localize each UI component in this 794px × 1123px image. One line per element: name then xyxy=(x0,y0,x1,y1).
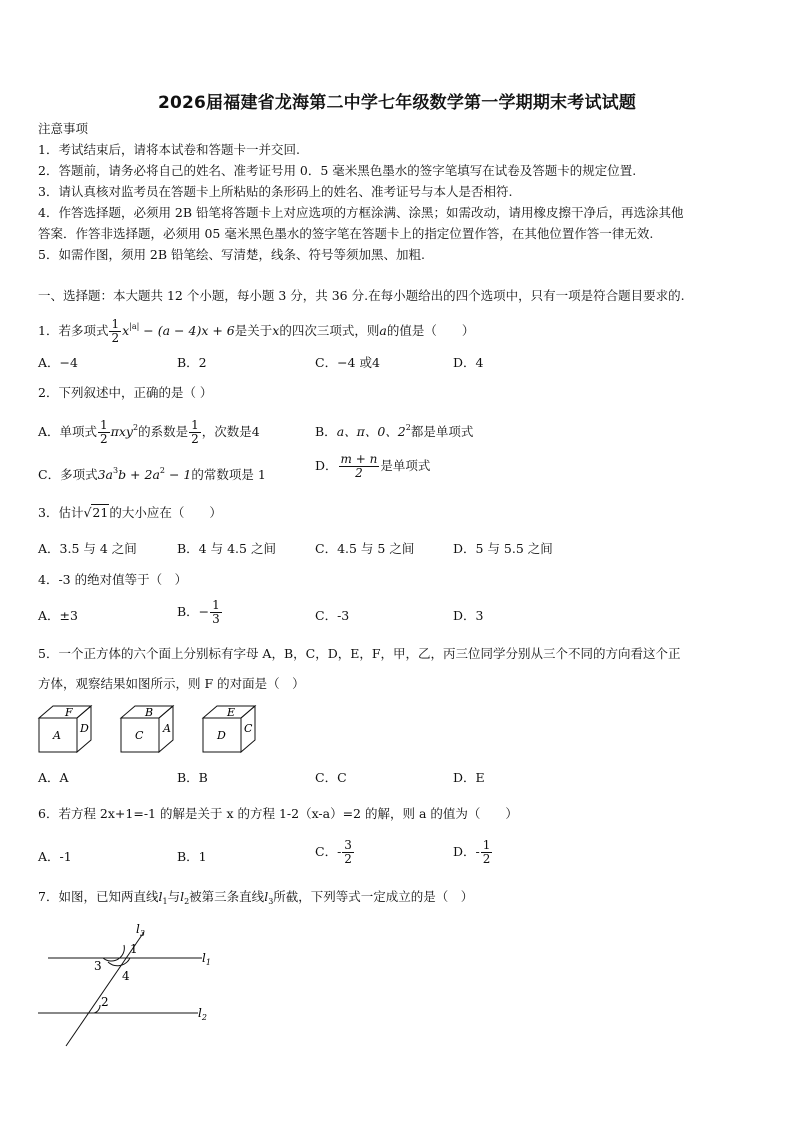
math-expr: πxy xyxy=(110,424,133,439)
cube-front-label: C xyxy=(135,729,144,742)
question-2: 2．下列叙述中，正确的是（ ） xyxy=(38,385,213,400)
option-label: D．- xyxy=(453,844,480,859)
question-1 xyxy=(38,313,474,345)
option-c: C．C xyxy=(315,770,347,785)
math-expr: a、π、0、2 xyxy=(336,424,406,439)
exponent: 2 xyxy=(405,423,411,432)
option-d xyxy=(453,838,493,866)
cube-side-label: A xyxy=(163,722,171,735)
option-d: D．3 xyxy=(453,608,484,623)
fraction: $\frac{m + n}{2}$ xyxy=(340,452,378,480)
option-d xyxy=(315,452,430,480)
angle-label-2: 2 xyxy=(101,995,109,1009)
math-expr: − 1 xyxy=(165,467,192,482)
option-c: C．4.5 与 5 之间 xyxy=(315,541,415,556)
notice-item: 3．请认真核对监考员在答题卡上所粘贴的条形码上的姓名、准考证号与本人是否相符. xyxy=(38,184,513,199)
math-var: x xyxy=(272,323,280,338)
exponent: 2 xyxy=(133,423,139,432)
cube-figure-3 xyxy=(201,702,261,754)
question-7 xyxy=(38,889,473,910)
option-a xyxy=(38,414,260,446)
subscript: 2 xyxy=(184,897,190,906)
angle-arc xyxy=(94,1005,100,1013)
line-symbol: l xyxy=(158,889,163,904)
option-d: D．E xyxy=(453,770,485,785)
page-title: 2026届福建省龙海第二中学七年级数学第一学期期末考试试题 xyxy=(157,93,637,113)
q3-text: 3．估计 xyxy=(38,505,84,520)
option-b: B．4 与 4.5 之间 xyxy=(177,541,276,556)
option-b xyxy=(315,420,473,440)
label-l2: $l_2$ xyxy=(198,1006,207,1022)
q7-text: 被第三条直线 xyxy=(189,889,265,904)
option-b xyxy=(177,598,223,626)
subscript: 1 xyxy=(162,897,168,906)
cube-side-label: D xyxy=(80,722,89,735)
q1-text: 是关于 xyxy=(234,323,273,338)
q1-text: 的四次三项式，则 xyxy=(279,323,380,338)
sqrt-sign: √ xyxy=(83,505,92,520)
option-text: 是单项式 xyxy=(380,458,431,473)
question-4: 4．-3 的绝对值等于（ ） xyxy=(38,572,188,587)
q1-text: 的值是（ ） xyxy=(386,323,475,338)
exponent: 3 xyxy=(112,466,119,475)
notice-item: 答案．作答非选择题，必须用 05 毫米黑色墨水的签字笔在答题卡上的指定位置作答，在其他位置作答一律无效. xyxy=(38,226,654,241)
cube-top-label: F xyxy=(65,706,73,719)
transversal-diagram xyxy=(36,918,216,1048)
notice-item: 1．考试结束后，请将本试卷和答题卡一并交回. xyxy=(38,142,300,157)
question-6: 6．若方程 2x+1=-1 的解是关于 x 的方程 1-2（x-a）=2 的解，则 a 的值为（ ） xyxy=(38,806,518,821)
option-text: 的常数项是 1 xyxy=(191,467,266,482)
option-b: B．2 xyxy=(177,355,207,370)
cube-figure-2 xyxy=(119,702,179,754)
label-l3: $l_3$ xyxy=(136,922,145,938)
angle-label-4: 4 xyxy=(122,969,130,983)
option-a: A．3.5 与 4 之间 xyxy=(38,541,137,556)
subscript: 3 xyxy=(268,897,274,906)
option-label: D． xyxy=(315,458,338,473)
option-c: C．−4 或4 xyxy=(315,355,380,370)
q7-text: 7．如图，已知两直线 xyxy=(38,889,159,904)
notice-item: 5．如需作图，须用 2B 铅笔绘、写清楚，线条、符号等须加黑、加粗. xyxy=(38,247,426,262)
option-text: ，次数是4 xyxy=(201,424,260,439)
option-c xyxy=(315,838,355,866)
fraction: $\frac{1}{2}$ xyxy=(100,418,108,446)
angle-label-3: 3 xyxy=(94,959,102,973)
question-5-line1: 5．一个正方体的六个面上分别标有字母 A，B，C，D，E，F，甲，乙，丙三位同学分别从三个不同的方向看这个正 xyxy=(38,646,681,661)
option-b: B．B xyxy=(177,770,208,785)
option-label: B． xyxy=(315,424,337,439)
option-label: B．− xyxy=(177,604,210,619)
math-expr: x xyxy=(122,323,130,338)
option-label: C．- xyxy=(315,844,342,859)
option-d: D．4 xyxy=(453,355,484,370)
exponent: |a| xyxy=(129,322,140,331)
option-text: 的系数是 xyxy=(138,424,189,439)
cube-side-label: C xyxy=(244,722,253,735)
option-label: C．多项式 xyxy=(38,467,98,482)
cube-front-label: A xyxy=(53,729,61,742)
fraction: $\frac{3}{2}$ xyxy=(344,838,352,866)
notice-item: 4．作答选择题，必须用 2B 铅笔将答题卡上对应选项的方框涂满、涂黑；如需改动，请用橡皮擦干净后，再选涂其他 xyxy=(38,205,684,220)
exponent: 2 xyxy=(159,466,165,475)
cube-top-label: B xyxy=(145,706,154,719)
radicand: 21 xyxy=(92,505,109,520)
angle-label-1: 1 xyxy=(130,942,138,956)
section-heading: 一、选择题：本大题共 12 个小题，每小题 3 分，共 36 分.在每小题给出的四个选项中，只有一项是符合题目要求的. xyxy=(38,288,685,303)
option-a: A．-1 xyxy=(38,849,72,864)
option-c xyxy=(38,463,266,483)
label-l1: $l_1$ xyxy=(202,951,211,967)
math-expr: b + 2a xyxy=(118,467,160,482)
question-3 xyxy=(38,505,222,521)
option-a: A．−4 xyxy=(38,355,78,370)
option-c: C．-3 xyxy=(315,608,350,623)
option-label: A．单项式 xyxy=(38,424,98,439)
fraction: $\frac{1}{3}$ xyxy=(212,598,220,626)
q7-text: 与 xyxy=(167,889,181,904)
q1-pre: 1．若多项式 xyxy=(38,323,109,338)
option-d: D．5 与 5.5 之间 xyxy=(453,541,553,556)
cube-front-label: D xyxy=(217,729,226,742)
question-5-line2: 方体，观察结果如图所示，则 F 的对面是（ ） xyxy=(38,676,305,691)
fraction: $\frac{1}{2}$ xyxy=(111,317,120,345)
fraction: $\frac{1}{2}$ xyxy=(482,838,491,866)
q7-text: 所截，下列等式一定成立的是（ ） xyxy=(273,889,474,904)
option-b: B．1 xyxy=(177,849,207,864)
option-text: 都是单项式 xyxy=(410,424,474,439)
cube-top-label: E xyxy=(227,706,236,719)
math-expr: 3a xyxy=(97,467,113,482)
notice-item: 2．答题前，请务必将自己的姓名、准考证号用 0．5 毫米黑色墨水的签字笔填写在试卷及答题卡的规定位置. xyxy=(38,163,637,178)
angle-arc xyxy=(103,945,124,961)
line-symbol: l xyxy=(180,889,185,904)
option-a: A．A xyxy=(38,770,69,785)
cube-figure-1 xyxy=(37,702,97,754)
q3-text: 的大小应在（ ） xyxy=(109,505,222,520)
fraction: $\frac{1}{2}$ xyxy=(191,418,199,446)
option-a: A．±3 xyxy=(38,608,78,623)
math-expr: − (a − 4)x + 6 xyxy=(139,323,235,338)
line-symbol: l xyxy=(264,889,269,904)
notice-heading: 注意事项 xyxy=(38,121,89,136)
math-var: a xyxy=(379,323,387,338)
